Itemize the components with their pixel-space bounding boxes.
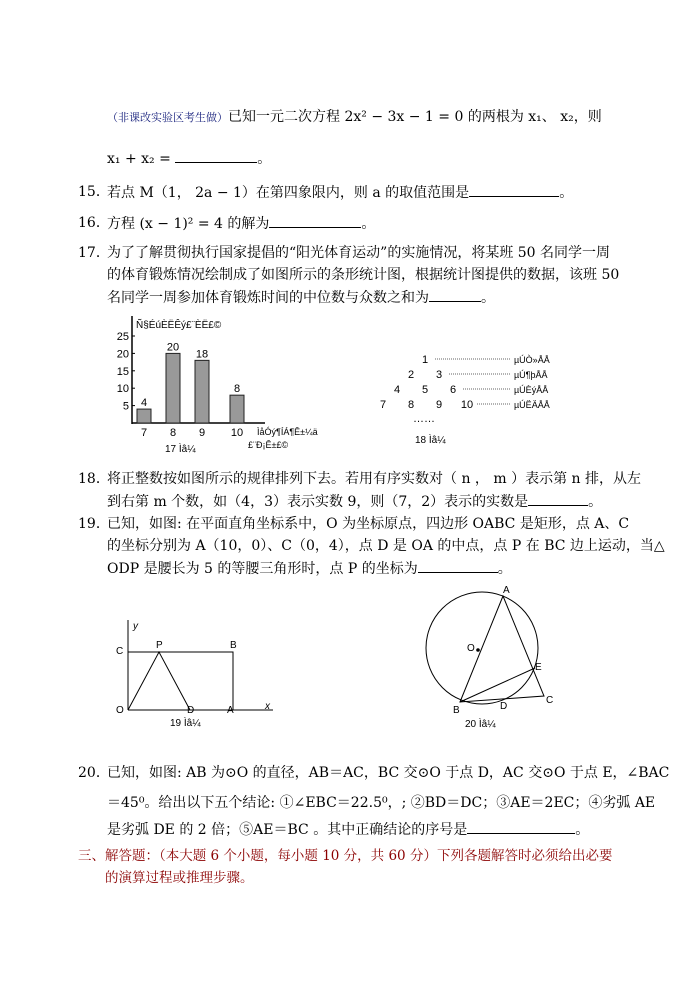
label-b: B (453, 705, 460, 716)
answer-blank[interactable] (469, 182, 559, 197)
q16-number: 16． (78, 215, 110, 231)
y-tick-label: 10 (116, 383, 129, 396)
q16-text: 方程 (x − 1)² = 4 的解为 (107, 216, 270, 232)
y-tick-label: 5 (122, 400, 129, 413)
q15-number: 15． (78, 184, 110, 200)
number: 10 (460, 399, 474, 411)
bar (166, 353, 180, 423)
q20-line3 (107, 819, 589, 840)
label-o: O (467, 643, 475, 654)
q18-number: 18． (78, 471, 110, 487)
number: 7 (379, 399, 387, 411)
q19-line1: 已知，如图: 在平面直角坐标系中，O 为坐标原点，四边形 OABC 是矩形，点 A、C (107, 516, 630, 532)
q14b-line1 (107, 107, 602, 128)
x-axis-label: ÌåÓý¶ÍÁ¶Ê±¼ä (257, 427, 318, 437)
q20-text: 是劣弧 DE 的 2 倍；⑤AE＝BC 。其中正确结论的序号是 (107, 822, 468, 838)
label-e: E (535, 662, 542, 673)
q19-line3 (107, 558, 512, 579)
label-o: O (116, 705, 124, 716)
q15 (107, 182, 573, 203)
bar-value-label: 4 (140, 397, 148, 410)
row-label: µÚÒ»ÅÅ (514, 355, 550, 365)
q14b-text: 已知一元二次方程 2x² − 3x − 1 = 0 的两根为 x₁、 x₂，则 (228, 109, 602, 125)
row-label: µÚÈýÅÅ (514, 385, 549, 395)
x-tick-label: 7 (140, 427, 148, 439)
q14b-note: （非课改实验区考生做） (107, 111, 228, 124)
answer-blank[interactable] (418, 558, 498, 573)
figure-17-bar-chart (110, 312, 318, 460)
y-tick-label: 15 (116, 365, 129, 378)
number: 2 (407, 369, 415, 381)
y-axis-label: Ñ§ÉúÈËÊý£¨ÈË£© (136, 320, 222, 331)
period: 。 (257, 151, 272, 167)
q20-line2: ＝45⁰。给出以下五个结论: ①∠EBC＝22.5⁰，; ②BD＝DC；③AE＝2EC；④劣弧 AE (107, 795, 656, 811)
label-y: y (133, 621, 138, 632)
q17-number: 17． (78, 245, 110, 261)
q20-number: 20． (78, 765, 110, 781)
figure-18-number-triangle (370, 345, 550, 455)
number: 6 (449, 384, 457, 396)
number: 4 (393, 384, 401, 396)
answer-blank[interactable] (429, 287, 481, 302)
q20-line1: 已知，如图: AB 为⊙O 的直径，AB＝AC，BC 交⊙O 于点 D，AC 交⊙O 于点 E，∠BAC (107, 765, 670, 781)
number: 8 (407, 399, 415, 411)
period: 。 (497, 561, 512, 577)
q14b-expr: x₁ + x₂ = (107, 151, 171, 167)
answer-blank[interactable] (528, 491, 588, 506)
label-c: C (116, 646, 124, 657)
figure-caption: 18 Ìâ¼ (415, 435, 446, 446)
x-tick-label: 8 (169, 427, 177, 439)
figure-caption: 20 Ìâ¼ (465, 719, 496, 730)
q19-number: 19． (78, 516, 110, 532)
q18-line1: 将正整数按如图所示的规律排列下去。若用有序实数对（ n ， m ）表示第 n 排，从左 (107, 471, 642, 487)
bar (137, 409, 151, 423)
figure-caption: 19 Ìâ¼ (170, 718, 201, 729)
label-x: x (265, 701, 270, 712)
period: 。 (361, 216, 376, 232)
section-3-heading: 三、解答题：（本大题 6 个小题，每小题 10 分，共 60 分）下列各题解答时必须给出必要 (78, 848, 613, 864)
q17-line1: 为了了解贯彻执行国家提倡的“阳光体育运动”的实施情况，将某班 50 名同学一周 (107, 245, 611, 261)
q17-text: 名同学一周参加体育锻炼时间的中位数与众数之和为 (107, 290, 429, 306)
bar-value-label: 18 (195, 348, 209, 361)
q16 (107, 213, 375, 234)
label-d: D (187, 705, 195, 716)
period: 。 (481, 290, 495, 306)
section-3-heading-cont: 的演算过程或推理步骤。 (105, 870, 254, 886)
figure-caption: 17 Ìâ¼ (165, 444, 196, 455)
number: 5 (421, 384, 429, 396)
q19-text: ODP 是腰长为 5 的等腰三角形时，点 P 的坐标为 (107, 561, 418, 577)
bar-value-label: 20 (166, 341, 180, 354)
bar-value-label: 8 (233, 383, 241, 396)
label-d: D (500, 701, 508, 712)
answer-blank[interactable] (467, 819, 575, 834)
triangle-odp (128, 652, 190, 710)
row-label: µÚ¶þÅÅ (514, 370, 548, 380)
q15-text: 若点 M（1， 2a − 1）在第四象限内，则 a 的取值范围是 (107, 185, 470, 201)
q17-line2: 的体育锻炼情况绘制成了如图所示的条形统计图，根据统计图提供的数据，该班 50 (107, 267, 620, 283)
answer-blank[interactable] (175, 148, 257, 163)
answer-blank[interactable] (269, 213, 361, 228)
label-a: A (503, 585, 510, 596)
label-c: C (546, 695, 554, 706)
label-a: A (227, 705, 234, 716)
ellipsis: …… (413, 413, 435, 425)
number: 9 (435, 399, 443, 411)
q14b-line2 (107, 148, 271, 169)
x-tick-label: 10 (230, 427, 244, 439)
bar (195, 360, 209, 423)
bar (230, 395, 244, 423)
label-p: P (156, 640, 163, 651)
figure-20-circle (420, 583, 570, 733)
q17-line3 (107, 287, 495, 308)
q18-line2 (107, 491, 602, 512)
center-point (476, 648, 480, 652)
q18-text: 到右第 m 个数，如（4，3）表示实数 9，则（7，2）表示的实数是 (107, 494, 529, 510)
figure-19-rectangle (108, 615, 278, 730)
label-b: B (230, 640, 237, 651)
x-axis-unit: £¨Ð¡Ê±£© (248, 440, 289, 450)
q19-line2: 的坐标分别为 A（10，0）、C（0，4），点 D 是 OA 的中点，点 P 在 BC 边上运动，当△ (107, 538, 665, 554)
period: 。 (575, 822, 590, 838)
period: 。 (559, 185, 574, 201)
x-tick-label: 9 (198, 427, 206, 439)
period: 。 (588, 494, 603, 510)
y-tick-label: 25 (116, 331, 129, 343)
row-label: µÚËÄÅÅ (514, 400, 550, 410)
number: 3 (435, 369, 443, 381)
y-tick-label: 20 (116, 348, 129, 361)
number: 1 (421, 354, 429, 366)
